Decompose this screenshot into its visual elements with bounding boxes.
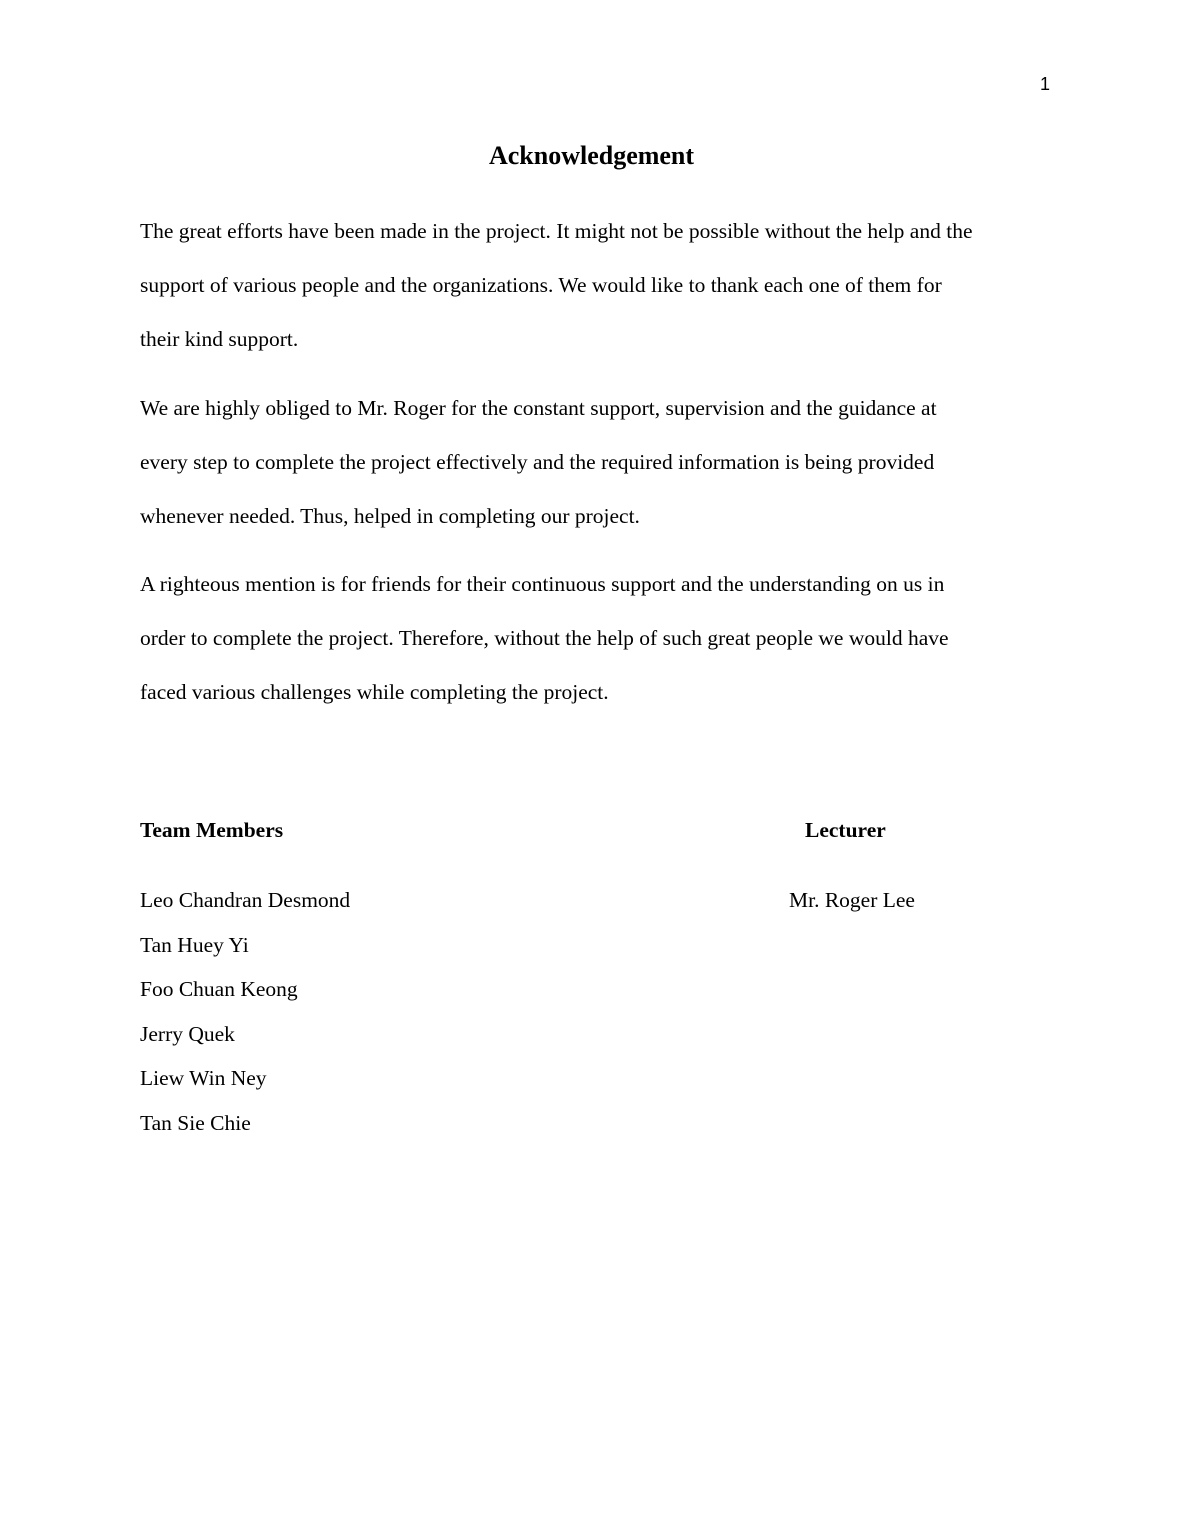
paragraph-line: A righteous mention is for friends for their continuous support and the understanding on us in: [140, 572, 945, 596]
paragraph-line: their kind support.: [140, 327, 299, 351]
paragraph-line: whenever needed. Thus, helped in completing our project.: [140, 504, 640, 528]
team-members-list: [140, 885, 350, 1152]
paragraph-1: [140, 204, 1060, 366]
paragraph-line: faced various challenges while completing the project.: [140, 680, 609, 704]
team-member: Foo Chuan Keong: [140, 977, 298, 1001]
team-member: Tan Sie Chie: [140, 1110, 251, 1135]
paragraph-line: support of various people and the organizations. We would like to thank each one of them for: [140, 273, 942, 297]
paragraph-3: [140, 557, 1060, 719]
team-member: Liew Win Ney: [140, 1066, 267, 1090]
paragraph-line: every step to complete the project effectively and the required information is being provided: [140, 450, 935, 474]
team-member: Tan Huey Yi: [140, 932, 249, 957]
lecturer-name: Mr. Roger Lee: [789, 888, 915, 912]
lecturer-heading: Lecturer: [805, 818, 886, 842]
team-member: Leo Chandran Desmond: [140, 888, 351, 912]
paragraph-line: We are highly obliged to Mr. Roger for the constant support, supervision and the guidance at: [140, 396, 937, 420]
team-member: Jerry Quek: [140, 1021, 235, 1046]
paragraph-line: order to complete the project. Therefore, without the help of such great people we would have: [140, 626, 949, 650]
team-members-heading: Team Members: [140, 818, 284, 842]
page-title: Acknowledgement: [488, 141, 695, 170]
page-number: 1: [1040, 74, 1051, 94]
paragraph-2: [140, 381, 1060, 543]
paragraph-line: The great efforts have been made in the project. It might not be possible without the help and the: [140, 219, 973, 243]
